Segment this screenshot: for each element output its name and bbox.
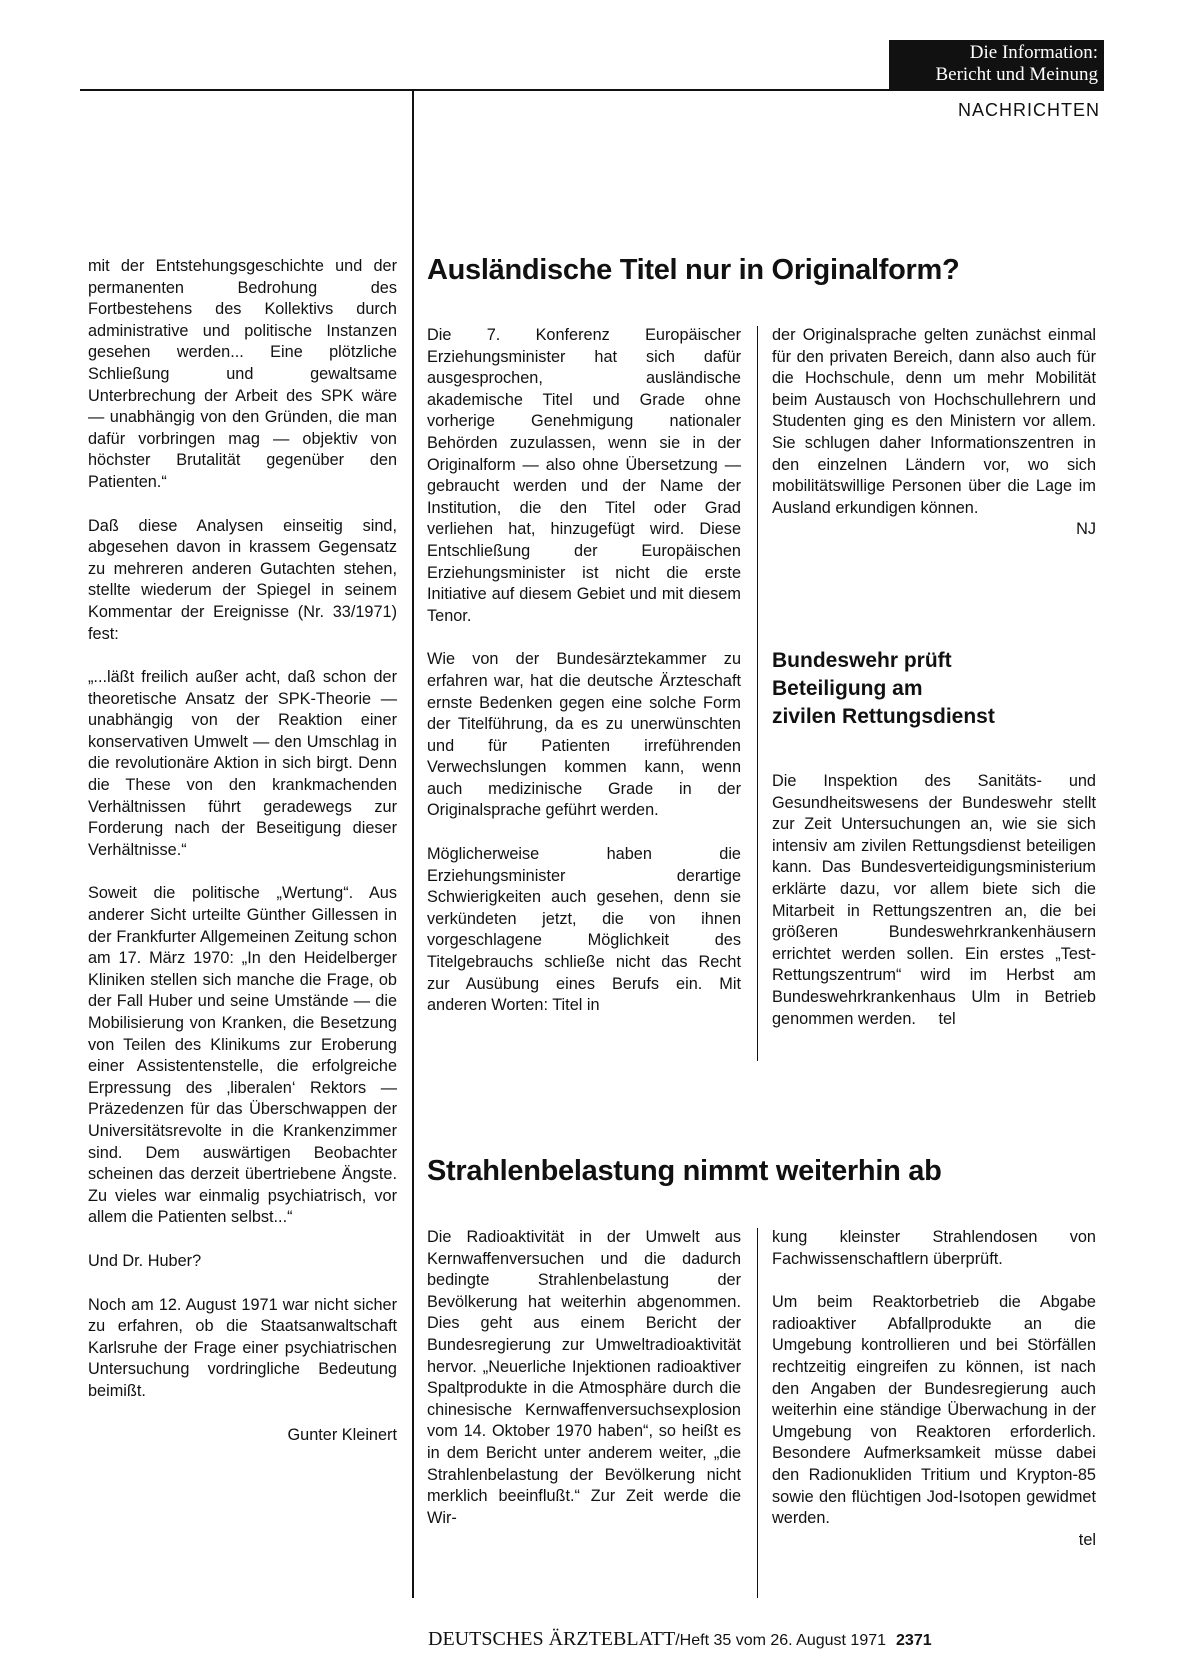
left-paragraph-5: Und Dr. Huber? — [88, 1251, 202, 1270]
article1-paragraph-2: Wie von der Bundesärztekammer zu erfahren war, hat die deutsche Ärzteschaft ernste Bedenken gegen eine solche Form der Titelführung, da es zu unerwünschten und für Patienten irreführenden Verwechslungen kommen kann, wenn auch medizinische Grade in der Originalsprache geführt werden. — [427, 650, 741, 820]
page-footer — [428, 1628, 932, 1651]
article1-col2-text: der Originalsprache gelten zunächst einmal für den privaten Bereich, dann also auch für die Hochschule, denn um mehr Mobilität beim Austausch von Hochschullehrern und Studenten ging es den Ministern vor allem. Sie schlugen daher Informationszentren in den einzelnen Ländern vor, wo sich mobilitätswillige Personen über die Lage im Ausland erkundigen können. — [772, 326, 1096, 517]
article1-column-2 — [772, 325, 1096, 541]
left-paragraph-6: Noch am 12. August 1971 war nicht sicher zu erfahren, ob die Staatsanwaltschaft Karlsruhe der Frage einer psychiatrischen Untersuchung vordringliche Bedeutung beimißt. — [88, 1295, 397, 1400]
left-paragraph-3: „...läßt freilich außer acht, daß schon der theoretische Ansatz der SPK-Theorie — unabhängig von der Reaktion einer konservativen Umwelt — den Umschlag in die revolutionäre Aktion in sich birgt. Denn die These von den krankmachenden Verhältnissen führt geradewegs zur Forderung nach der Beseitigung dieser Verhältnisse.“ — [88, 668, 397, 859]
article2-body-text: Die Inspektion des Sanitäts- und Gesundheitswesens der Bundeswehr stellt zur Zeit Untersuchungen an, wie sie sich intensiv am zivilen Rettungsdienst beteiligen kann. Das Bundesverteidigungsministerium erklärte dazu, vor allem biete sich die Mitarbeit in Rettungszentren an, die bei größeren Bundeswehrkrankenhäusern errichtet werden sollen. Ein erstes „Test-Rettungszentrum“ wird im Herbst am Bundeswehrkrankenhaus Ulm in Betrieb genommen werden. — [772, 772, 1096, 1028]
article2-signature: tel — [938, 1009, 956, 1028]
footer-journal: DEUTSCHES ÄRZTEBLATT — [428, 1628, 676, 1650]
article3-paragraph-2: Um beim Reaktorbetrieb die Abgabe radioaktiver Abfallprodukte an die Umgebung kontrollieren und bei Störfällen rechtzeitig eingreifen zu können, ist nach den Angaben der Bundesregierung auch weiterhin eine ständige Überwachung in der Umgebung von Reaktoren erforderlich. Besondere Aufmerksamkeit müsse dabei den Radionukliden Tritium und Krypton-85 sowie den flüchtigen Jod-Isotopen gewidmet werden. — [772, 1293, 1096, 1528]
vertical-divider-article1 — [757, 326, 758, 1061]
footer-page-number: 2371 — [896, 1632, 932, 1649]
article1-paragraph-1: Die 7. Konferenz Europäischer Erziehungsminister hat sich dafür ausgesprochen, ausländische akademische Titel und Grade ohne vorherige Genehmigung nationaler Behörden zuzulassen, wenn sie in der Originalform — also ohne Übersetzung — gebraucht werden und der Name der Institution, die den Titel oder Grad verliehen hat, hinzugefügt wird. Diese Entschließung der Europäischen Erziehungsminister ist nicht die erste Initiative auf diesem Gebiet und mit diesem Tenor. — [427, 326, 741, 625]
header-rule — [80, 89, 1104, 91]
article3-column-2 — [772, 1227, 1096, 1551]
left-paragraph-1: mit der Entstehungsgeschichte und der permanenten Bedrohung des Fortbestehens des Kollektivs durch administrative und politische Instanzen gesehen werden... Eine plötzliche Schließung und gewaltsame Unterbrechung der Arbeit des SPK wäre — unabhängig von den Gründen, die man dafür vorbringen mag — objektiv von höchster Brutalität gegenüber den Patienten.“ — [88, 257, 397, 491]
left-paragraph-4: Soweit die politische „Wertung“. Aus anderer Sicht urteilte Günther Gillessen in der Frankfurter Allgemeinen Zeitung schon am 17. März 1970: „In den Heidelberger Kliniken stellen sich manche die Frage, ob der Fall Huber und seine Umstände — die Mobilisierung von Kranken, die Besetzung von Teilen des Klinikums zur Eroberung einer Assistentenstelle, die erfolgreiche Erpressung des ‚liberalen‘ Rektors — Präzedenzen für das Überschwappen der Universitätsrevolte in die Krankenzimmer sind. Dem auswärtigen Beobachter scheinen das derzeit übertriebene Ängste. Zu vieles war einmalig psychiatrisch, vor allem die Patienten selbst...“ — [88, 884, 397, 1227]
left-signature: Gunter Kleinert — [287, 1425, 397, 1444]
article1-signature: NJ — [1076, 520, 1096, 539]
section-label: NACHRICHTEN — [957, 100, 1100, 120]
article2-body — [772, 771, 1096, 1030]
article2-headline-line-1: Bundeswehr prüft — [772, 649, 952, 672]
left-column — [88, 256, 397, 1446]
article3-col1-text: Die Radioaktivität in der Umwelt aus Kernwaffenversuchen und die dadurch bedingte Strahlenbelastung der Bevölkerung hat weiterhin abgenommen. Dies geht aus einem Bericht der Bundesregierung zur Umweltradioaktivität hervor. „Neuerliche Injektionen radioaktiver Spaltprodukte in die Atmosphäre durch die chinesische Kernwaffenversuchsexplosion vom 14. Oktober 1970 haben“, so heißt es in dem Bericht unter anderem weiter, „die Strahlenbelastung der Bevölkerung nicht merklich beeinflußt.“ Zur Zeit werde die Wir- — [427, 1228, 741, 1527]
section-header-box — [889, 40, 1104, 89]
header-line-1: Die Information: — [969, 42, 1098, 63]
article1-headline: Ausländische Titel nur in Originalform? — [427, 254, 960, 286]
article3-signature: tel — [1078, 1530, 1096, 1549]
footer-issue: /Heft 35 vom 26. August 1971 — [675, 1632, 887, 1649]
article1-column-1 — [427, 325, 741, 1017]
article3-column-1 — [427, 1227, 741, 1529]
article2-headline — [772, 647, 1102, 731]
vertical-divider-main — [412, 91, 414, 1598]
article1-paragraph-3: Möglicherweise haben die Erziehungsminister derartige Schwierigkeiten auch gesehen, denn sie verkündeten jetzt, die von ihnen vorgeschlagene Möglichkeit des Titelgebrauchs schließe nicht das Recht zur Ausübung eines Berufs ein. Mit anderen Worten: Titel in — [427, 845, 741, 1015]
article2-headline-line-3: zivilen Rettungsdienst — [772, 705, 995, 728]
article3-headline: Strahlenbelastung nimmt weiterhin ab — [427, 1155, 942, 1187]
vertical-divider-article3 — [757, 1228, 758, 1598]
article3-paragraph-1: kung kleinster Strahlendosen von Fachwissenschaftlern überprüft. — [772, 1228, 1096, 1268]
article2-headline-line-2: Beteiligung am — [772, 677, 923, 700]
header-line-2: Bericht und Meinung — [935, 64, 1098, 85]
left-paragraph-2: Daß diese Analysen einseitig sind, abgesehen davon in krassem Gegensatz zu mehreren anderen Gutachten stehen, stellte wiederum der Spiegel in seinem Kommentar der Ereignisse (Nr. 33/1971) fest: — [88, 516, 397, 643]
